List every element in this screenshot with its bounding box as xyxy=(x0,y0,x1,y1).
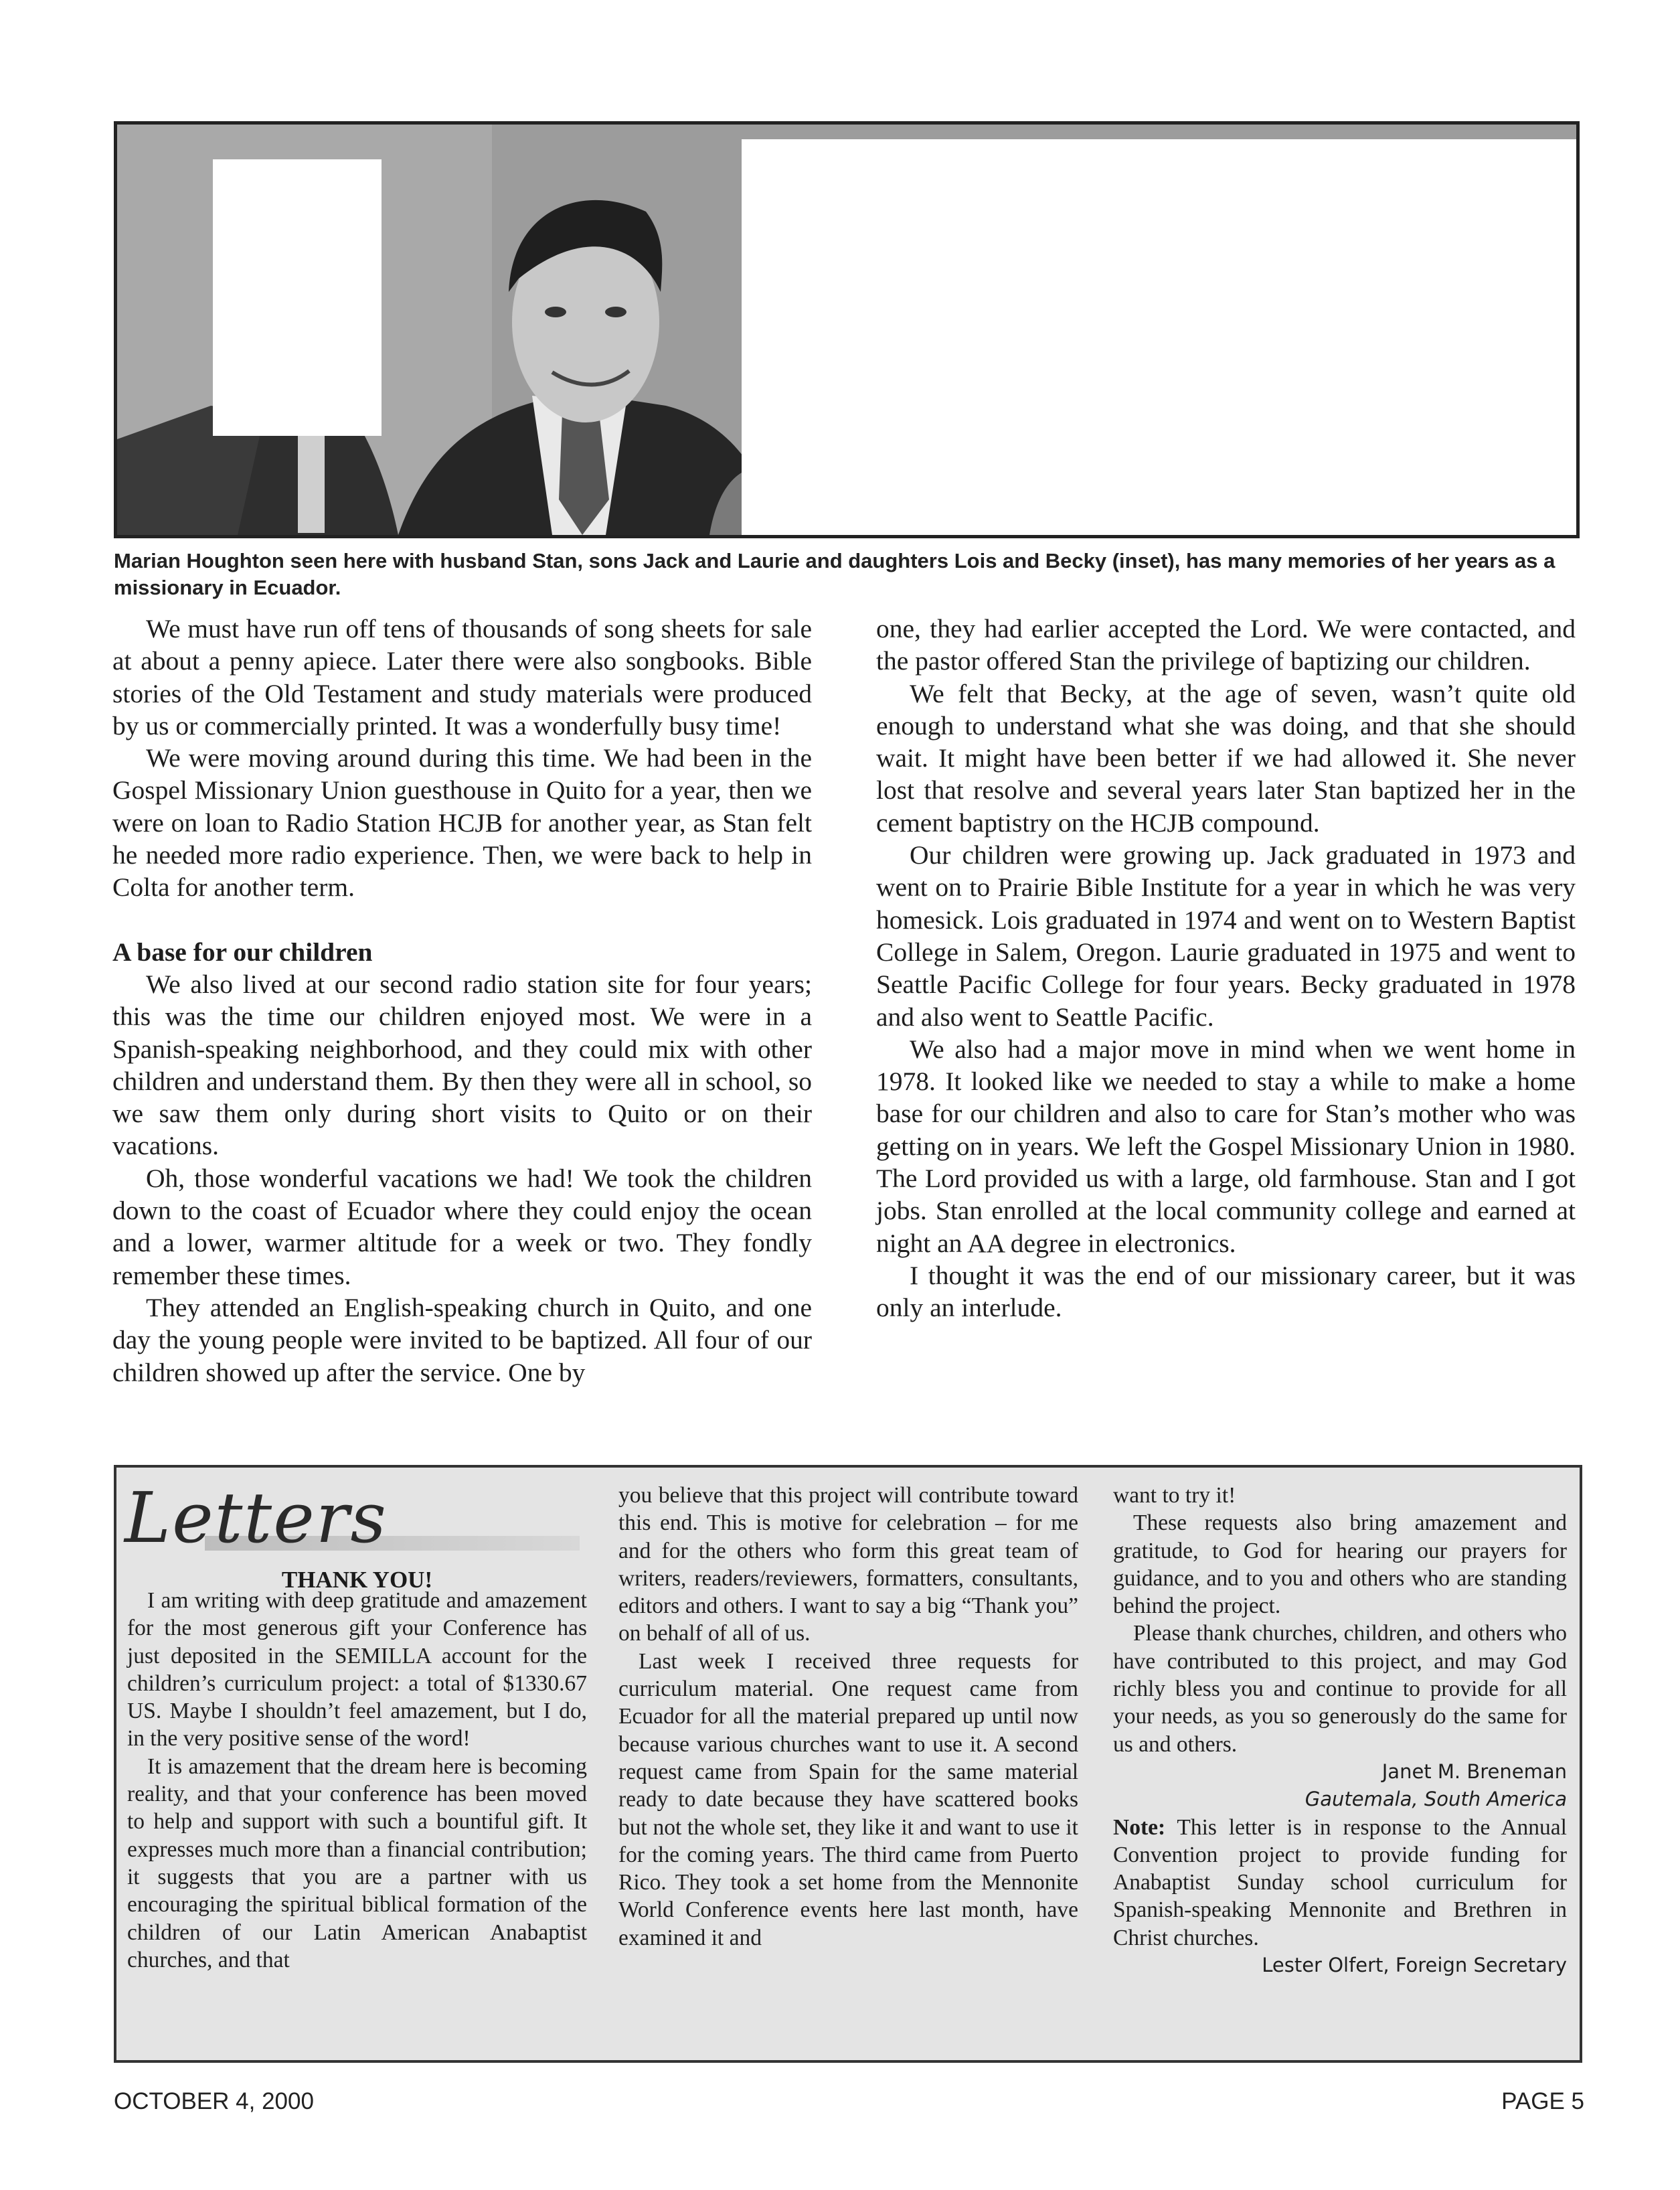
letter-paragraph: These requests also bring amazement and gratitude, to God for hearing our prayers for guidance, and to you and others who are standing behind the project. xyxy=(1113,1510,1567,1619)
editor-note xyxy=(1113,1814,1567,1952)
photo-caption: Marian Houghton seen here with husband Stan, sons Jack and Laurie and daughters Lois and Becky (inset), has many memories of her years as a missionary in Ecuador. xyxy=(114,549,1556,599)
family-photo xyxy=(114,121,1580,538)
inset-photo-left xyxy=(213,159,382,436)
letter-paragraph: It is amazement that the dream here is becoming reality, and that your conference has been moved to help and support with such a bountiful gift. It expresses much more than a financial contribution; it suggests that you are a partner with us encouraging the spiritual biblical formation of the children of our Latin American Anabaptist churches, and that xyxy=(127,1753,587,1972)
letter-signature-place: Gautemala, South America xyxy=(1305,1788,1567,1811)
letters-heading xyxy=(124,1477,586,1564)
section-heading: A base for our children xyxy=(112,937,373,967)
article-paragraph: We also lived at our second radio station site for four years; this was the time our children enjoyed most. We were in a Spanish-speaking neighborhood, and they could mix with other children and understand them. By then they were all in school, so we saw them only during short visits to Quito or on their vacations. xyxy=(112,969,812,1161)
note-text: This letter is in response to the Annual Convention project to provide funding for Anabaptist Sunday school curriculum for Spanish-speaking Mennonite and Brethren in Christ churches. xyxy=(1113,1814,1567,1950)
issue-date: OCTOBER 4, 2000 xyxy=(114,2088,314,2114)
article-column-right xyxy=(876,613,1576,1324)
inset-photo-right xyxy=(742,139,1578,538)
article-paragraph: We must have run off tens of thousands of song sheets for sale at about a penny apiece. Later there were also songbooks. Bible stories of the Old Testament and study materials were produced by us or commercially printed. It was a wonderfully busy time! xyxy=(112,614,812,740)
article-paragraph: We were moving around during this time. We had been in the Gospel Missionary Union guesthouse in Quito for a year, then we were on loan to Radio Station HCJB for another year, as Stan felt he needed more radio experience. Then, we were back to help in Colta for another term. xyxy=(112,743,812,903)
letter-title: THANK YOU! xyxy=(281,1567,433,1593)
letter-paragraph: I am writing with deep gratitude and amazement for the most generous gift your Conference has just deposited in the SEMILLA account for the children’s curriculum project: a total of $1330.67 US. Maybe I shouldn’t feel amazement, but I do, in the very positive sense of the word! xyxy=(127,1588,587,1751)
article-paragraph: one, they had earlier accepted the Lord. We were contacted, and the pastor offered Stan the privilege of baptizing our children. xyxy=(876,614,1576,676)
letters-column-2 xyxy=(618,1482,1078,1952)
note-label: Note: xyxy=(1113,1814,1166,1840)
page-number: PAGE 5 xyxy=(1501,2088,1584,2114)
letter-signature-name: Janet M. Breneman xyxy=(1381,1759,1567,1783)
article-paragraph: They attended an English-speaking church in Quito, and one day the young people were invited to be baptized. All four of our children showed up after the service. One by xyxy=(112,1292,812,1387)
article-paragraph: We felt that Becky, at the age of seven, wasn’t quite old enough to understand what she was doing, and that she should wait. It might have been better if we had allowed it. She never lost that resolve and several years later Stan baptized her in the cement baptistry on the HCJB compound. xyxy=(876,678,1576,838)
article-paragraph: I thought it was the end of our missionary career, but it was only an interlude. xyxy=(876,1260,1576,1323)
letter-paragraph: Last week I received three requests for curriculum material. One request came from Ecuador for all the material prepared up until now because various churches want to use it. A second request came from Spain for the same material ready to date because they have scattered books but not the whole set, they like it and want to use it for the coming years. The third came from Puerto Rico. They took a set home from the Mennonite World Conference events here last month, have examined it and xyxy=(618,1648,1078,1950)
letter-paragraph: you believe that this project will contribute toward this end. This is motive for celebration – for me and for the others who form this great team of writers, readers/reviewers, formatters, consultants, editors and others. I want to say a big “Thank you” on behalf of all of us. xyxy=(618,1483,1078,1646)
letter-paragraph: Please thank churches, children, and others who have contributed to this project, and may God richly bless you and continue to provide for all your needs, as you so generously do the same for us and others. xyxy=(1113,1621,1567,1757)
article-paragraph: Oh, those wonderful vacations we had! We took the children down to the coast of Ecuador where they could enjoy the ocean and a lower, warmer altitude for a week or two. They fondly remember these times. xyxy=(112,1163,812,1290)
article-column-left xyxy=(112,613,812,1389)
article-paragraph: Our children were growing up. Jack graduated in 1973 and went on to Prairie Bible Institute for a year in which he was very homesick. Lois graduated in 1974 and went on to Western Baptist College in Salem, Oregon. Laurie graduated in 1975 and went to Seattle Pacific College for four years. Becky graduated in 1978 and also went to Seattle Pacific. xyxy=(876,840,1576,1032)
article-paragraph: We also had a major move in mind when we went home in 1978. It looked like we needed to stay a while to make a home base for our children and also to care for Stan’s mother who was getting on in years. We left the Gospel Missionary Union in 1980. The Lord provided us with a large, old farmhouse. Stan and I got jobs. Stan enrolled at the local community college and earned at night an AA degree in electronics. xyxy=(876,1034,1576,1258)
letters-title: Letters xyxy=(124,1477,388,1559)
note-signature: Lester Olfert, Foreign Secretary xyxy=(1262,1954,1567,1977)
letter-paragraph: want to try it! xyxy=(1113,1483,1236,1508)
letters-column-1 xyxy=(127,1587,587,1974)
letters-column-3 xyxy=(1113,1482,1567,1979)
